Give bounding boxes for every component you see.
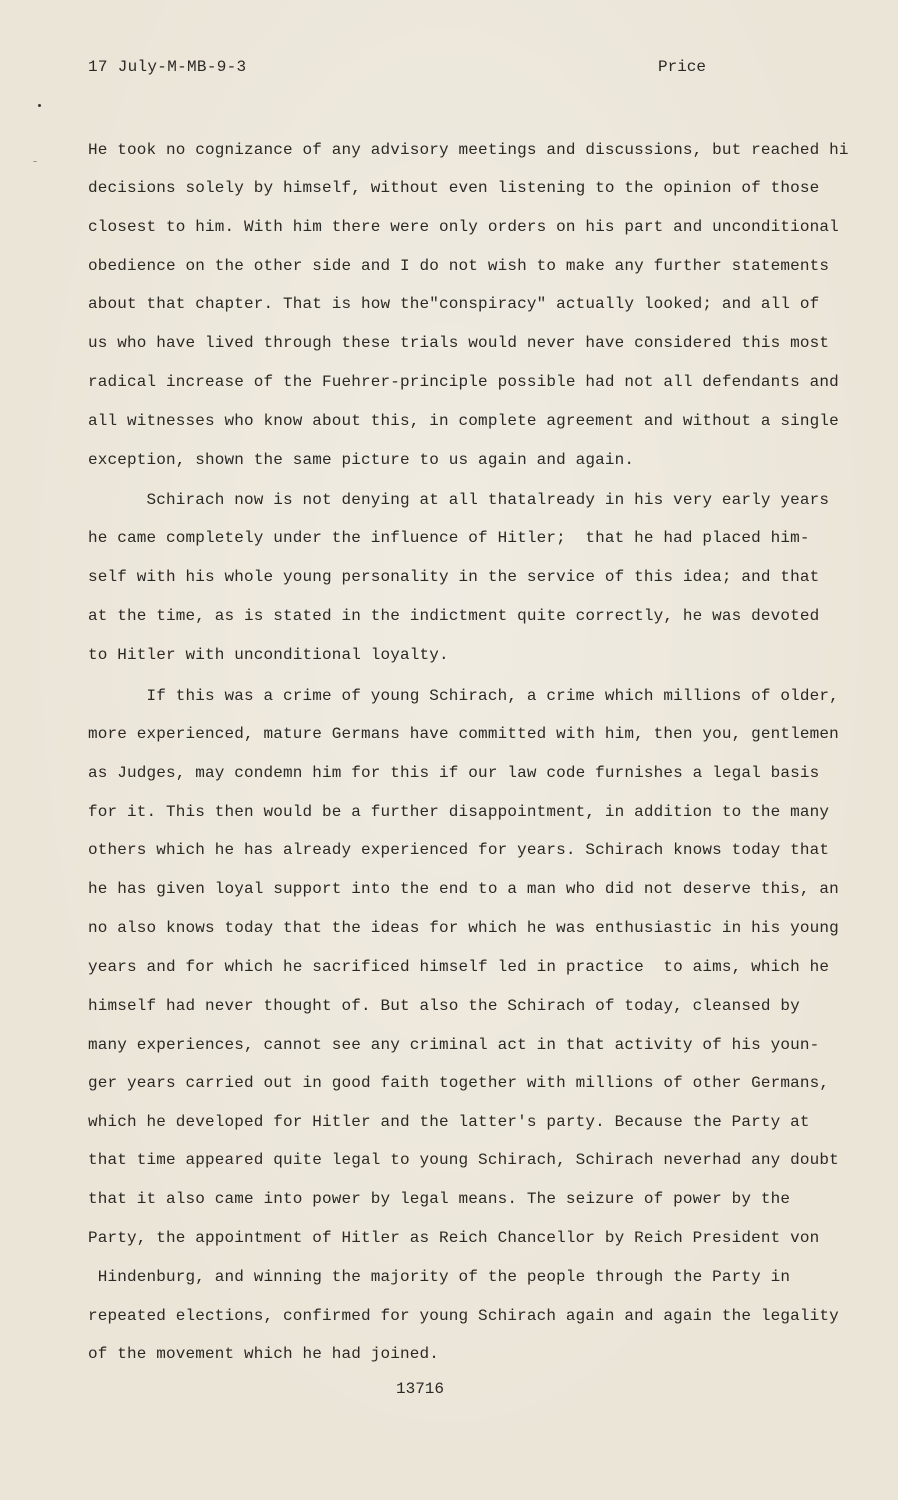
text-line: ger years carried out in good faith together with millions of other Germans, bbox=[88, 1074, 830, 1092]
text-line: obedience on the other side and I do not wish to make any further statements bbox=[88, 257, 830, 275]
text-line: Schirach now is not denying at all thatalready in his very early years bbox=[88, 491, 830, 509]
text-line: If this was a crime of young Schirach, a crime which millions of older, bbox=[88, 687, 839, 705]
text-line: closest to him. With him there were only orders on his part and unconditional bbox=[88, 218, 839, 236]
text-line: he came completely under the influence of Hitler; that he had placed him- bbox=[88, 529, 810, 547]
text-line: of the movement which he had joined. bbox=[88, 1345, 440, 1363]
text-line: self with his whole young personality in the service of this idea; and that bbox=[88, 568, 820, 586]
text-line: that time appeared quite legal to young Schirach, Schirach neverhad any doubt bbox=[88, 1151, 839, 1169]
text-line: for it. This then would be a further disappointment, in addition to the many bbox=[88, 803, 830, 821]
document-reference: 17 July-M-MB-9-3 bbox=[88, 58, 247, 76]
text-line: others which he has already experienced for years. Schirach knows today that bbox=[88, 841, 830, 859]
text-line: himself had never thought of. But also the Schirach of today, cleansed by bbox=[88, 997, 800, 1015]
text-line: He took no cognizance of any advisory meetings and discussions, but reached hi bbox=[88, 141, 849, 159]
text-line: to Hitler with unconditional loyalty. bbox=[88, 646, 449, 664]
page-number: 13716 bbox=[396, 1380, 445, 1398]
text-line: at the time, as is stated in the indictment quite correctly, he was devoted bbox=[88, 607, 820, 625]
text-line: Hindenburg, and winning the majority of the people through the Party in bbox=[88, 1268, 791, 1286]
text-line: he has given loyal support into the end to a man who did not deserve this, an bbox=[88, 880, 839, 898]
text-line: years and for which he sacrificed himself led in practice to aims, which he bbox=[88, 958, 830, 976]
text-line: as Judges, may condemn him for this if our law code furnishes a legal basis bbox=[88, 764, 820, 782]
text-line: us who have lived through these trials would never have considered this most bbox=[88, 334, 830, 352]
text-line: Party, the appointment of Hitler as Reich Chancellor by Reich President von bbox=[88, 1229, 820, 1247]
text-line: more experienced, mature Germans have committed with him, then you, gentlemen bbox=[88, 725, 839, 743]
paper-speck bbox=[38, 104, 41, 107]
text-line: exception, shown the same picture to us again and again. bbox=[88, 451, 635, 469]
text-line: which he developed for Hitler and the latter's party. Because the Party at bbox=[88, 1113, 810, 1131]
text-line: repeated elections, confirmed for young Schirach again and again the legality bbox=[88, 1307, 839, 1325]
text-line: radical increase of the Fuehrer-principle possible had not all defendants and bbox=[88, 373, 839, 391]
text-line: decisions solely by himself, without even listening to the opinion of those bbox=[88, 179, 820, 197]
text-line: all witnesses who know about this, in complete agreement and without a single bbox=[88, 412, 839, 430]
text-line: many experiences, cannot see any criminal act in that activity of his youn- bbox=[88, 1036, 820, 1054]
text-line: that it also came into power by legal means. The seizure of power by the bbox=[88, 1190, 791, 1208]
speaker-name: Price bbox=[658, 58, 707, 76]
paper-speck bbox=[33, 161, 37, 162]
text-line: about that chapter. That is how the"conspiracy" actually looked; and all of bbox=[88, 295, 820, 313]
text-line: no also knows today that the ideas for which he was enthusiastic in his young bbox=[88, 919, 839, 937]
